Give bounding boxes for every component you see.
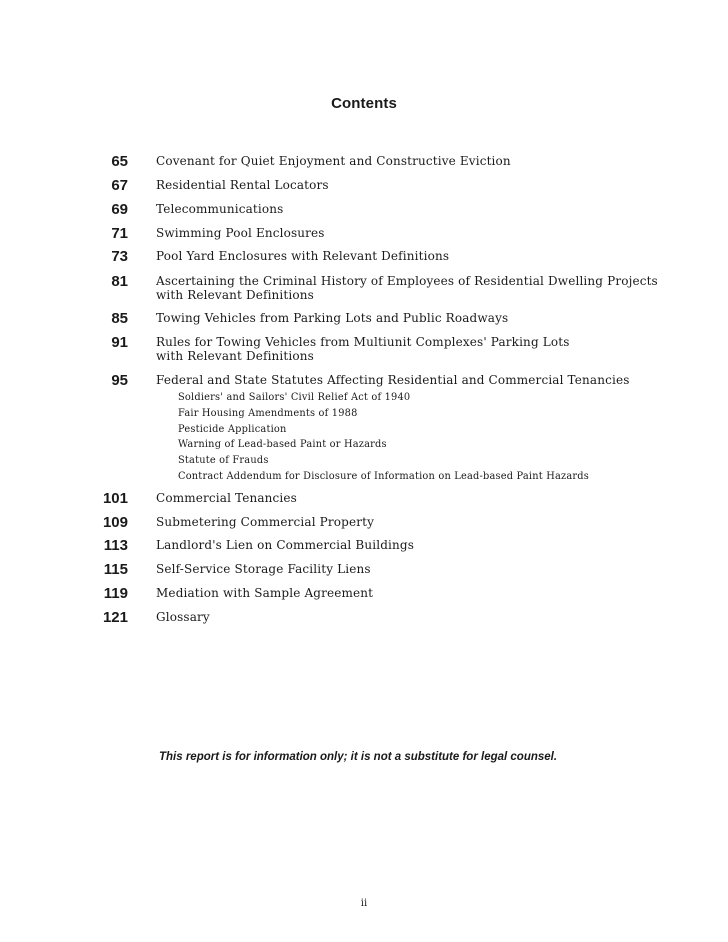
toc-page-number: 101	[102, 490, 128, 507]
toc-subentry[interactable]: Soldiers' and Sailors' Civil Relief Act of 1940	[178, 392, 411, 403]
toc-subentries	[178, 392, 589, 487]
toc-page-number: 67	[111, 177, 128, 194]
toc-title: Submetering Commercial Property	[156, 515, 375, 529]
toc-title: Towing Vehicles from Parking Lots and Public Roadways	[156, 311, 509, 325]
toc-page-number: 121	[102, 609, 128, 626]
toc-page-number: 91	[111, 334, 128, 351]
toc-title: Glossary	[156, 610, 210, 624]
toc-title: Covenant for Quiet Enjoyment and Constructive Eviction	[156, 154, 511, 168]
toc-page-number: 69	[111, 201, 128, 218]
toc-subentry[interactable]: Pesticide Application	[178, 423, 287, 435]
toc-page-number: 119	[103, 585, 128, 602]
toc-page-number: 115	[103, 561, 128, 578]
toc-page-number: 71	[111, 225, 128, 242]
toc-title: Residential Rental Locators	[156, 178, 329, 192]
toc-page-number: 85	[111, 310, 128, 327]
toc-title: Mediation with Sample Agreement	[156, 586, 374, 600]
toc-subentry[interactable]: Fair Housing Amendments of 1988	[178, 407, 358, 419]
toc-title: Pool Yard Enclosures with Relevant Definitions	[156, 249, 450, 263]
toc-title: Commercial Tenancies	[156, 491, 297, 505]
toc-title: Self-Service Storage Facility Liens	[156, 562, 371, 576]
toc-page-number: 65	[111, 153, 128, 170]
toc-subentry[interactable]: Warning of Lead-based Paint or Hazards	[178, 439, 387, 451]
toc-title: Federal and State Statutes Affecting Residential and Commercial Tenancies	[156, 373, 630, 387]
contents-heading: Contents	[331, 95, 397, 112]
toc-title: Rules for Towing Vehicles from Multiunit Complexes' Parking Lots	[156, 335, 570, 349]
toc-page-number: 113	[103, 537, 128, 554]
toc-title: Telecommunications	[156, 202, 284, 216]
toc-page-number: 109	[102, 514, 128, 531]
toc-page-number: 95	[111, 372, 128, 389]
toc-title: Ascertaining the Criminal History of Employees of Residential Dwelling Projects	[156, 274, 658, 288]
page-number: ii	[360, 898, 368, 909]
legal-disclaimer: This report is for information only; it is not a substitute for legal counsel.	[159, 751, 558, 763]
toc-title-continued: with Relevant Definitions	[156, 349, 314, 363]
toc-page-number: 81	[111, 273, 128, 290]
toc-title: Landlord's Lien on Commercial Buildings	[156, 538, 415, 552]
toc-subentry[interactable]: Contract Addendum for Disclosure of Information on Lead-based Paint Hazards	[178, 470, 589, 482]
toc-title: Swimming Pool Enclosures	[156, 226, 325, 240]
toc-page-number: 73	[111, 248, 128, 265]
toc-subentry[interactable]: Statute of Frauds	[178, 455, 269, 467]
toc-title-continued: with Relevant Definitions	[156, 288, 314, 302]
